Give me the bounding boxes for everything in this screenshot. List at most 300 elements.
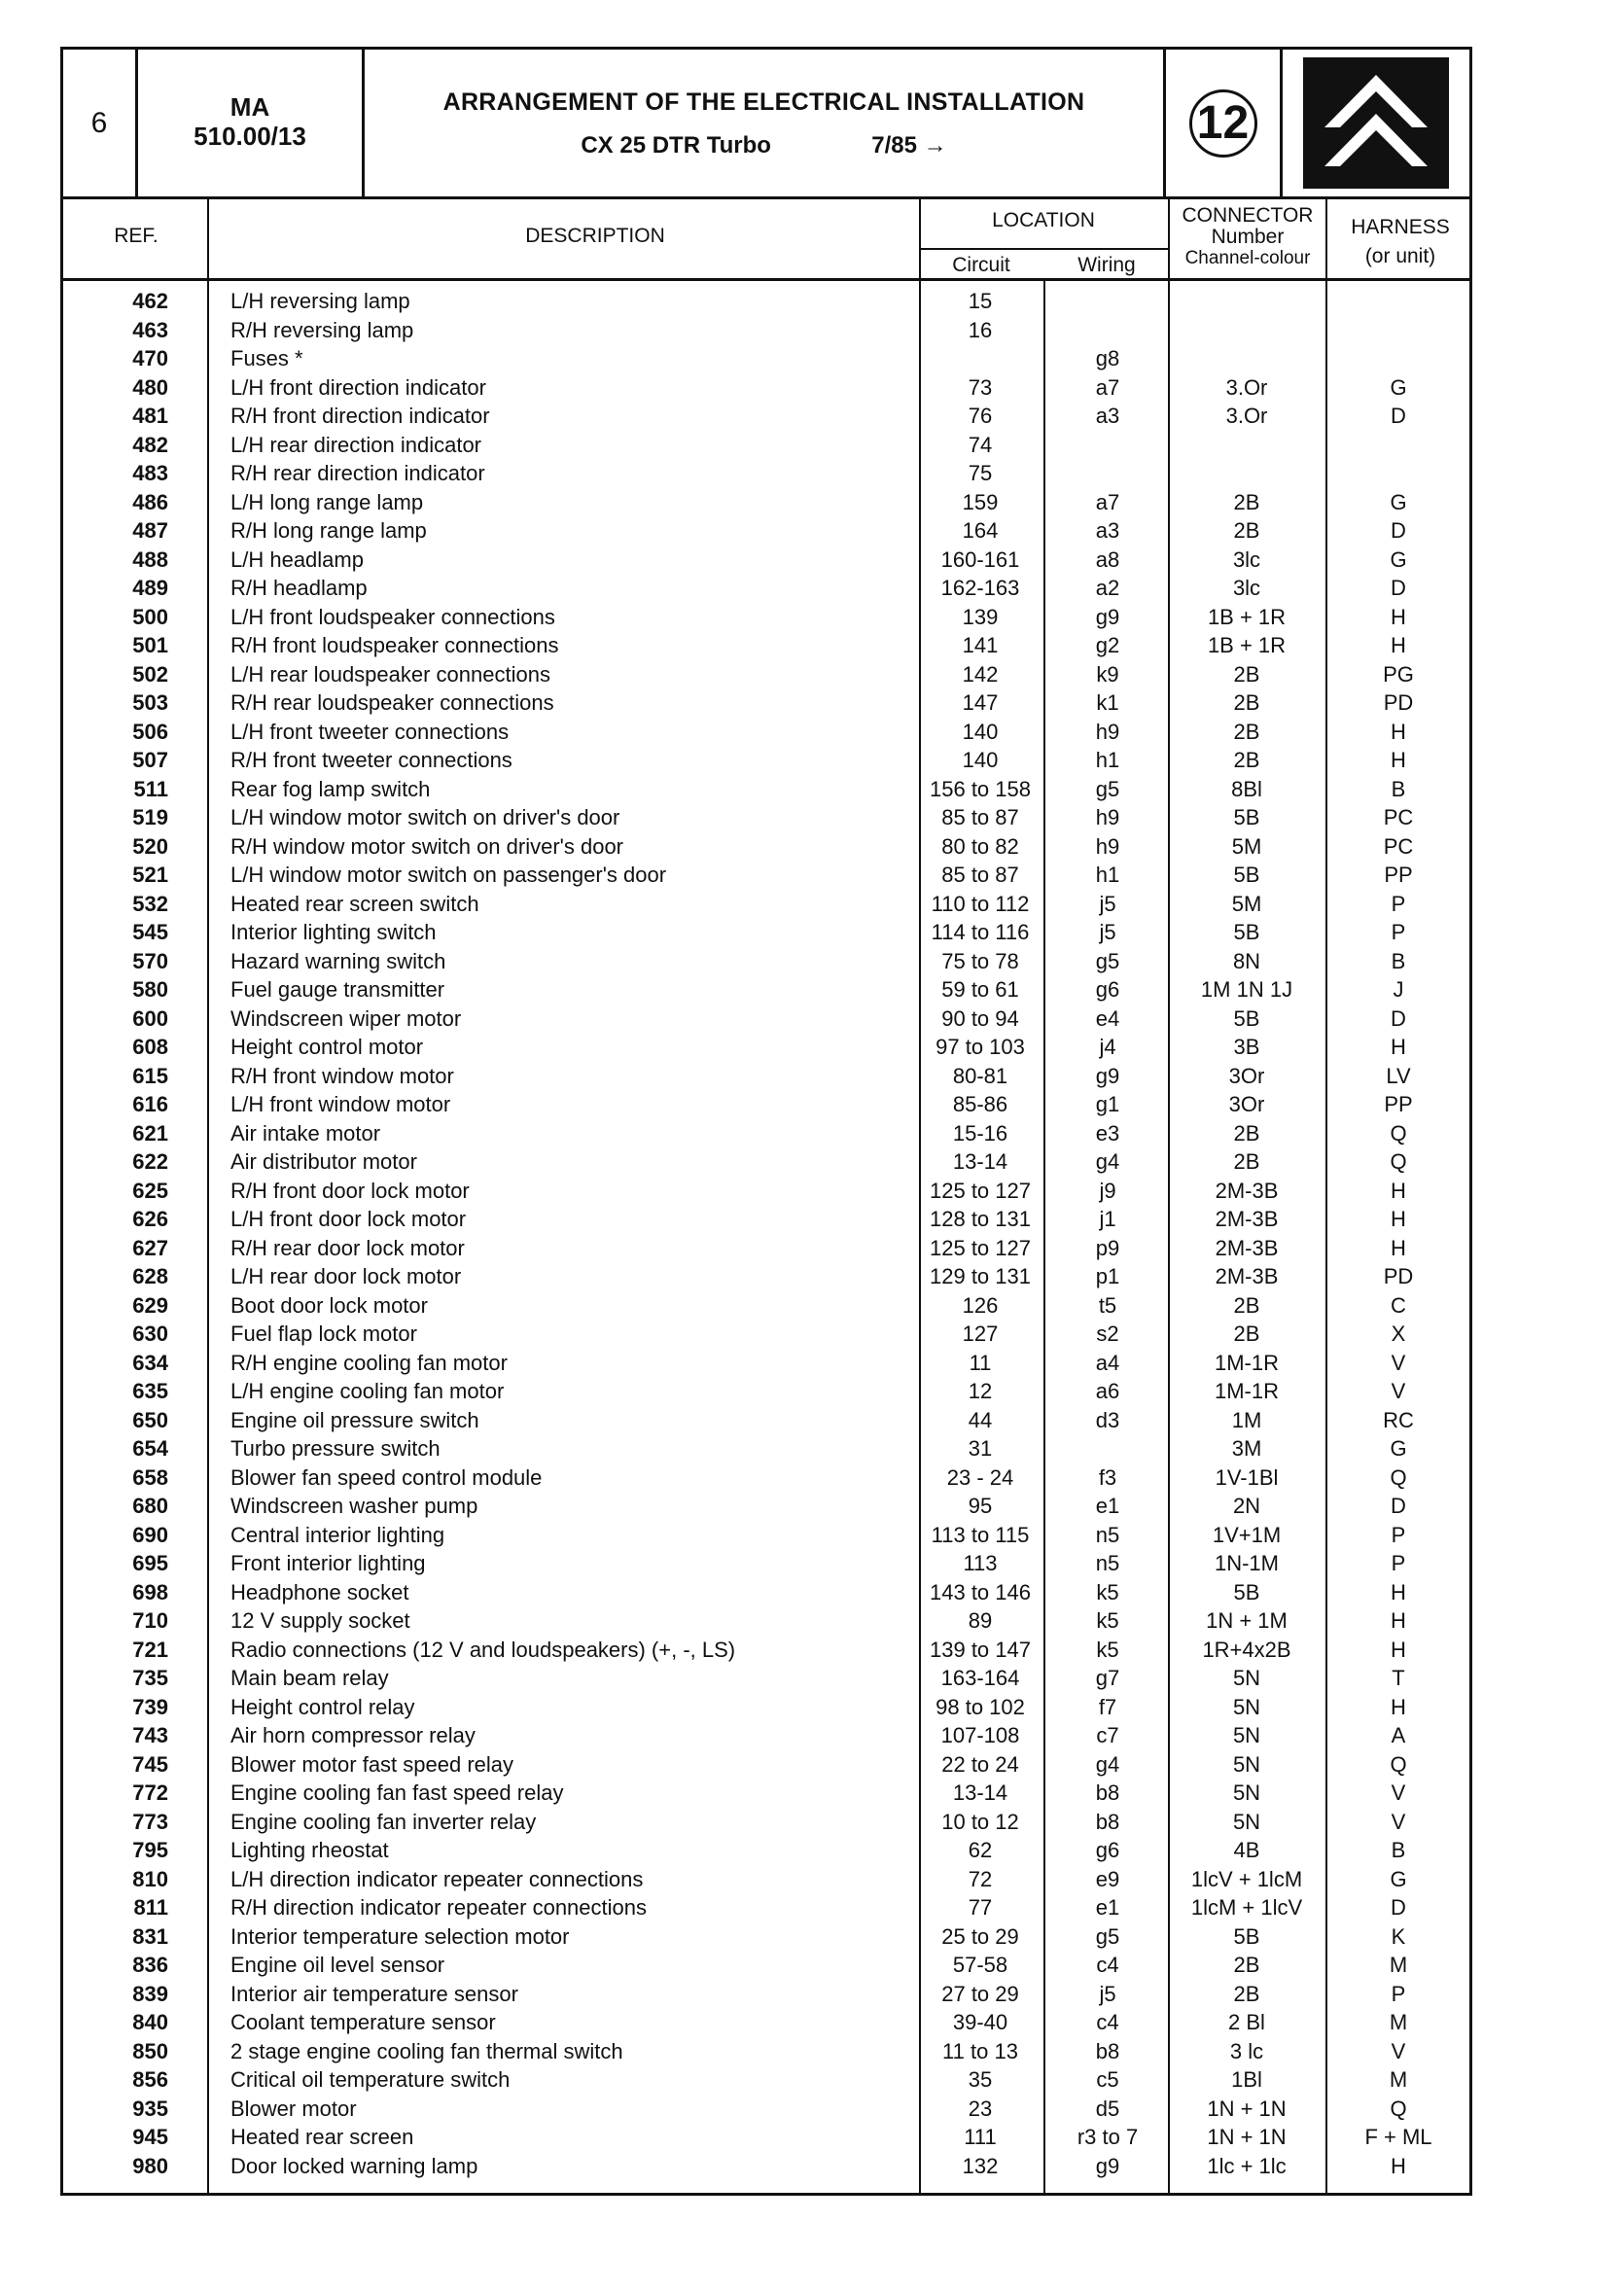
ref-cell: 481: [132, 404, 168, 428]
connector-cell: 1B + 1R: [1207, 633, 1287, 657]
connector-cell: 5N: [1232, 1723, 1261, 1747]
wiring-cell: a8: [1095, 546, 1120, 572]
ref-cell: 795: [132, 1838, 168, 1862]
connector-cell: 8Bl: [1231, 776, 1262, 801]
ref-cell: 480: [132, 374, 168, 400]
description-cell: Boot door lock motor: [230, 1292, 428, 1318]
wiring-cell: g4: [1095, 1149, 1120, 1174]
ref-cell: 488: [132, 546, 168, 572]
wiring-cell: j4: [1099, 1035, 1116, 1059]
harness-cell: P: [1391, 920, 1406, 944]
ref-cell: 773: [132, 1809, 168, 1834]
circuit-cell: 85 to 87: [941, 805, 1019, 829]
table-row: [63, 459, 1469, 488]
connector-cell: 5N: [1232, 1780, 1261, 1805]
ref-cell: 690: [132, 1522, 168, 1547]
ref-cell: 489: [132, 576, 168, 600]
description-cell: Engine cooling fan inverter relay: [230, 1809, 537, 1834]
circuit-cell: 139: [962, 604, 999, 629]
ref-cell: 635: [132, 1379, 168, 1403]
connector-cell: 2B: [1233, 1981, 1260, 2006]
wiring-cell: h9: [1095, 719, 1120, 744]
ref-cell: 608: [132, 1035, 168, 1059]
wiring-cell: s2: [1096, 1322, 1119, 1346]
harness-cell: P: [1391, 1551, 1406, 1575]
wiring-cell: j5: [1099, 920, 1116, 944]
connector-cell: 2B: [1233, 1149, 1260, 1174]
circuit-cell: 127: [962, 1322, 999, 1346]
table-row: [63, 1291, 1469, 1321]
circuit-cell: 156 to 158: [930, 776, 1031, 801]
description-cell: R/H headlamp: [230, 576, 368, 600]
wiring-cell: b8: [1095, 1780, 1120, 1805]
table-row: [63, 1750, 1469, 1780]
table-row: [63, 775, 1469, 804]
harness-cell: PD: [1383, 690, 1414, 715]
wiring-cell: b8: [1095, 1809, 1120, 1834]
section-badge: 12: [1189, 89, 1257, 158]
connector-cell: 2N: [1232, 1494, 1261, 1518]
circuit-cell: 132: [962, 2153, 999, 2178]
connector-cell: 1N + 1M: [1206, 1608, 1288, 1633]
description-cell: L/H direction indicator repeater connections: [230, 1866, 644, 1891]
table-row: [63, 516, 1469, 546]
citroen-chevron-logo-icon: [1303, 57, 1449, 189]
description-cell: R/H direction indicator repeater connections: [230, 1895, 648, 1920]
circuit-cell: 98 to 102: [936, 1694, 1025, 1719]
ref-cell: 811: [133, 1895, 168, 1920]
description-cell: Fuel flap lock motor: [230, 1322, 417, 1346]
ref-cell: 463: [132, 317, 168, 342]
harness-cell: D: [1391, 518, 1406, 543]
location-divider: [919, 248, 1168, 250]
connector-cell: 1lcM + 1lcV: [1190, 1895, 1303, 1920]
connector-cell: 2 Bl: [1228, 2010, 1265, 2034]
harness-cell: H: [1391, 633, 1406, 657]
connector-cell: 5N: [1232, 1751, 1261, 1777]
harness-cell: V: [1391, 1350, 1406, 1375]
table-row: [63, 1377, 1469, 1406]
wiring-cell: c5: [1096, 2067, 1119, 2092]
table-row: [63, 603, 1469, 632]
connector-cell: 2B: [1233, 690, 1260, 715]
harness-cell: F + ML: [1364, 2125, 1432, 2149]
table-row: [63, 1636, 1469, 1665]
connector-cell: 1N + 1N: [1207, 2096, 1287, 2121]
harness-cell: M: [1389, 1953, 1408, 1977]
logo-cell: [1283, 50, 1469, 196]
circuit-cell: 44: [968, 1407, 993, 1432]
description-cell: R/H front door lock motor: [230, 1178, 470, 1203]
ref-cell: 482: [132, 432, 168, 457]
connector-cell: 1M 1N 1J: [1200, 977, 1293, 1002]
table-row: [63, 1521, 1469, 1550]
harness-cell: M: [1389, 2067, 1408, 2092]
table-row: [63, 1808, 1469, 1837]
description-cell: L/H rear loudspeaker connections: [230, 661, 550, 687]
ref-cell: 980: [132, 2153, 168, 2178]
harness-cell: A: [1391, 1723, 1406, 1747]
description-cell: R/H front window motor: [230, 1063, 454, 1088]
description-cell: Fuel gauge transmitter: [230, 977, 445, 1002]
harness-cell: H: [1391, 1235, 1406, 1260]
harness-cell: H: [1391, 1694, 1406, 1719]
circuit-cell: 23: [968, 2096, 993, 2121]
ref-cell: 621: [132, 1120, 168, 1146]
connector-cell: 3M: [1231, 1436, 1262, 1461]
harness-cell: PC: [1383, 805, 1414, 829]
ref-cell: 503: [132, 690, 168, 715]
ref-cell: 935: [132, 2096, 168, 2121]
table-row: [63, 1062, 1469, 1091]
harness-cell: P: [1391, 1522, 1406, 1547]
harness-cell: G: [1390, 1436, 1407, 1461]
harness-cell: H: [1391, 1178, 1406, 1203]
description-cell: Heated rear screen switch: [230, 891, 479, 916]
description-cell: R/H rear loudspeaker connections: [230, 690, 554, 715]
harness-cell: P: [1391, 891, 1406, 916]
table-row: [63, 1033, 1469, 1062]
table-row: [63, 1578, 1469, 1607]
circuit-cell: 163-164: [940, 1666, 1020, 1690]
harness-cell: LV: [1386, 1063, 1411, 1088]
harness-cell: V: [1391, 1379, 1406, 1403]
connector-cell: 5B: [1233, 1005, 1260, 1031]
connector-cell: 1V-1Bl: [1215, 1464, 1279, 1490]
circuit-cell: 75: [968, 461, 993, 485]
circuit-cell: 141: [962, 633, 999, 657]
wiring-cell: g6: [1095, 977, 1120, 1002]
description-cell: R/H front direction indicator: [230, 404, 490, 428]
wiring-cell: c4: [1096, 2010, 1119, 2034]
circuit-cell: 16: [968, 317, 993, 342]
harness-cell: D: [1391, 576, 1406, 600]
description-cell: Height control relay: [230, 1694, 415, 1719]
connector-cell: 5B: [1233, 1923, 1260, 1949]
circuit-cell: 80 to 82: [941, 833, 1019, 859]
col-harness: [1327, 213, 1473, 271]
wiring-cell: j1: [1099, 1207, 1116, 1231]
description-cell: Fuses *: [230, 346, 303, 370]
document-header: [63, 50, 1469, 199]
wiring-cell: a7: [1095, 374, 1120, 400]
harness-cell: H: [1391, 1207, 1406, 1231]
table-row: [63, 832, 1469, 862]
connector-cell: 5M: [1231, 891, 1262, 916]
ref-cell: 486: [132, 489, 168, 514]
description-cell: Air horn compressor relay: [230, 1723, 476, 1747]
connector-cell: 3Or: [1228, 1063, 1265, 1088]
harness-cell: V: [1391, 2038, 1406, 2063]
col-connector-l2: Number: [1211, 226, 1285, 248]
harness-cell: K: [1391, 1923, 1406, 1949]
wiring-cell: h1: [1095, 748, 1120, 772]
description-cell: L/H reversing lamp: [230, 289, 410, 313]
table-row: [63, 1005, 1469, 1034]
harness-cell: H: [1391, 2153, 1406, 2178]
circuit-cell: 11: [969, 1350, 992, 1375]
connector-cell: 2B: [1233, 518, 1260, 543]
connector-cell: 5N: [1232, 1809, 1261, 1834]
wiring-cell: k1: [1096, 690, 1119, 715]
harness-cell: RC: [1383, 1407, 1414, 1432]
table-row: [63, 975, 1469, 1005]
table-row: [63, 1693, 1469, 1722]
column-headers: [63, 199, 1469, 281]
description-cell: Hazard warning switch: [230, 948, 446, 973]
circuit-cell: 95: [968, 1494, 993, 1518]
wiring-cell: p9: [1095, 1235, 1120, 1260]
page-number: 6: [63, 50, 138, 196]
wiring-cell: g4: [1095, 1751, 1120, 1777]
table-row: [63, 1234, 1469, 1263]
connector-cell: 4B: [1233, 1838, 1260, 1862]
wiring-cell: f3: [1098, 1464, 1117, 1490]
description-cell: L/H front window motor: [230, 1092, 451, 1116]
circuit-cell: 80-81: [952, 1063, 1008, 1088]
col-ref: REF.: [114, 225, 159, 247]
wiring-cell: j5: [1099, 1981, 1116, 2006]
ref-cell: 487: [132, 518, 168, 543]
description-cell: Engine oil pressure switch: [230, 1407, 479, 1432]
ref-cell: 710: [132, 1608, 168, 1633]
ref-cell: 836: [132, 1953, 168, 1977]
description-cell: Engine oil level sensor: [230, 1953, 445, 1977]
section-badge-cell: [1166, 50, 1283, 196]
wiring-cell: b8: [1095, 2038, 1120, 2063]
wiring-cell: g8: [1095, 346, 1120, 370]
harness-cell: H: [1391, 1637, 1406, 1662]
description-cell: R/H reversing lamp: [230, 317, 414, 342]
ref-cell: 600: [132, 1005, 168, 1031]
ref-cell: 622: [132, 1149, 168, 1174]
description-cell: Coolant temperature sensor: [230, 2010, 496, 2034]
table-row: [63, 890, 1469, 919]
wiring-cell: k5: [1096, 1579, 1119, 1604]
wiring-cell: j9: [1099, 1178, 1116, 1203]
wiring-cell: g2: [1095, 633, 1120, 657]
col-wiring: Wiring: [1077, 254, 1136, 276]
col-connector-l1: CONNECTOR: [1182, 204, 1314, 227]
harness-cell: D: [1391, 1494, 1406, 1518]
description-cell: Windscreen washer pump: [230, 1494, 478, 1518]
table-row: [63, 1147, 1469, 1177]
connector-cell: 1B + 1R: [1207, 604, 1287, 629]
connector-cell: 5B: [1233, 1579, 1260, 1604]
harness-cell: B: [1391, 1838, 1406, 1862]
circuit-cell: 76: [968, 404, 993, 428]
ref-cell: 840: [132, 2010, 168, 2034]
table-row: [63, 718, 1469, 747]
wiring-cell: k9: [1096, 661, 1119, 687]
harness-cell: H: [1391, 748, 1406, 772]
connector-cell: 2M-3B: [1215, 1264, 1279, 1288]
connector-cell: 5N: [1232, 1666, 1261, 1690]
connector-cell: 2B: [1233, 1120, 1260, 1146]
circuit-cell: 143 to 146: [930, 1579, 1031, 1604]
ref-cell: 532: [132, 891, 168, 916]
description-cell: Air intake motor: [230, 1120, 381, 1146]
circuit-cell: 13-14: [952, 1780, 1008, 1805]
ref-cell: 839: [132, 1981, 168, 2006]
table-row: [63, 861, 1469, 890]
ref-cell: 519: [132, 805, 168, 829]
col-harness-l2: (or unit): [1364, 245, 1436, 267]
circuit-cell: 85 to 87: [941, 863, 1019, 887]
description-cell: Central interior lighting: [230, 1522, 445, 1547]
ref-cell: 462: [132, 289, 168, 313]
ref-cell: 629: [132, 1292, 168, 1318]
harness-cell: PC: [1383, 833, 1414, 859]
ref-cell: 739: [132, 1694, 168, 1719]
wiring-cell: h1: [1095, 863, 1120, 887]
ref-cell: 658: [132, 1464, 168, 1490]
harness-cell: G: [1390, 546, 1407, 572]
ref-cell: 502: [132, 661, 168, 687]
circuit-cell: 129 to 131: [930, 1264, 1031, 1288]
connector-cell: 1M-1R: [1214, 1350, 1279, 1375]
circuit-cell: 164: [962, 518, 999, 543]
table-row: [63, 431, 1469, 460]
wiring-cell: g1: [1095, 1092, 1120, 1116]
table-row: [63, 287, 1469, 316]
circuit-cell: 35: [968, 2067, 993, 2092]
page-title: ARRANGEMENT OF THE ELECTRICAL INSTALLATION: [442, 88, 1085, 116]
description-cell: Engine cooling fan fast speed relay: [230, 1780, 564, 1805]
connector-cell: 3 lc: [1229, 2038, 1264, 2063]
circuit-cell: 125 to 127: [930, 1235, 1031, 1260]
circuit-cell: 59 to 61: [941, 977, 1019, 1002]
connector-cell: 2B: [1233, 719, 1260, 744]
circuit-cell: 160-161: [940, 546, 1020, 572]
connector-cell: 3lc: [1232, 576, 1261, 600]
description-cell: L/H rear direction indicator: [230, 432, 482, 457]
table-row: [63, 660, 1469, 689]
harness-cell: D: [1391, 404, 1406, 428]
ref-cell: 735: [132, 1666, 168, 1690]
connector-cell: 1N + 1N: [1207, 2125, 1287, 2149]
table-row: [63, 1951, 1469, 1980]
table-row: [63, 1320, 1469, 1349]
circuit-cell: 113: [963, 1551, 998, 1575]
harness-cell: G: [1390, 374, 1407, 400]
circuit-cell: 72: [968, 1866, 993, 1891]
circuit-cell: 97 to 103: [936, 1035, 1025, 1059]
circuit-cell: 62: [968, 1838, 993, 1862]
harness-cell: PG: [1383, 661, 1414, 687]
wiring-cell: j5: [1099, 891, 1116, 916]
ref-cell: 850: [132, 2038, 168, 2063]
wiring-cell: a6: [1095, 1379, 1120, 1403]
connector-cell: 3.Or: [1225, 374, 1268, 400]
description-cell: R/H window motor switch on driver's door: [230, 833, 624, 859]
harness-cell: PD: [1383, 1264, 1414, 1288]
circuit-cell: 73: [968, 374, 993, 400]
circuit-cell: 113 to 115: [931, 1522, 1030, 1547]
table-row: [63, 2095, 1469, 2124]
circuit-cell: 25 to 29: [941, 1923, 1019, 1949]
connector-cell: 1N-1M: [1214, 1551, 1279, 1575]
circuit-cell: 31: [968, 1436, 993, 1461]
wiring-cell: e4: [1095, 1005, 1120, 1031]
wiring-cell: c4: [1096, 1953, 1119, 1977]
connector-cell: 5B: [1233, 920, 1260, 944]
wiring-cell: g9: [1095, 2153, 1120, 2178]
connector-cell: 1M-1R: [1214, 1379, 1279, 1403]
ref-cell: 698: [132, 1579, 168, 1604]
connector-cell: 2B: [1233, 1953, 1260, 1977]
ref-cell: 521: [132, 863, 168, 887]
connector-cell: 2B: [1233, 1292, 1260, 1318]
table-row: [63, 1606, 1469, 1636]
ref-cell: 580: [132, 977, 168, 1002]
table-row: [63, 1836, 1469, 1865]
harness-cell: M: [1389, 2010, 1408, 2034]
wiring-cell: n5: [1095, 1522, 1120, 1547]
table-row: [63, 488, 1469, 517]
table-row: [63, 1205, 1469, 1234]
harness-cell: H: [1391, 604, 1406, 629]
wiring-cell: f7: [1098, 1694, 1117, 1719]
description-cell: R/H front tweeter connections: [230, 748, 512, 772]
table-row: [63, 631, 1469, 660]
wiring-cell: e1: [1095, 1494, 1120, 1518]
harness-cell: J: [1393, 977, 1404, 1002]
wiring-cell: a4: [1095, 1350, 1120, 1375]
harness-cell: B: [1391, 776, 1406, 801]
table-row: [63, 2152, 1469, 2181]
wiring-cell: n5: [1095, 1551, 1120, 1575]
wiring-cell: h9: [1095, 833, 1120, 859]
wiring-cell: k5: [1096, 1637, 1119, 1662]
ref-cell: 483: [132, 461, 168, 485]
table-row: [63, 1549, 1469, 1578]
model-line: [365, 132, 1163, 159]
ref-cell: 831: [132, 1923, 168, 1949]
ref-cell: 743: [132, 1723, 168, 1747]
circuit-cell: 85-86: [952, 1092, 1008, 1116]
table-row: [63, 1865, 1469, 1894]
table-row: [63, 373, 1469, 403]
circuit-cell: 77: [968, 1895, 993, 1920]
harness-cell: H: [1391, 719, 1406, 744]
table-row: [63, 402, 1469, 431]
harness-cell: X: [1391, 1322, 1406, 1346]
ref-cell: 695: [132, 1551, 168, 1575]
harness-cell: Q: [1390, 2096, 1407, 2121]
table-row: [63, 546, 1469, 575]
table-row: [63, 1177, 1469, 1206]
description-cell: R/H rear direction indicator: [230, 461, 485, 485]
col-location: LOCATION: [992, 209, 1095, 231]
description-cell: L/H headlamp: [230, 546, 364, 572]
ref-cell: 856: [132, 2067, 168, 2092]
circuit-cell: 111: [964, 2125, 997, 2149]
description-cell: R/H rear door lock motor: [230, 1235, 465, 1260]
circuit-cell: 39-40: [952, 2010, 1008, 2034]
description-cell: L/H front tweeter connections: [230, 719, 510, 744]
ref-cell: 520: [132, 833, 168, 859]
ref-cell: 500: [132, 604, 168, 629]
ref-cell: 634: [132, 1350, 168, 1375]
description-cell: R/H engine cooling fan motor: [230, 1350, 508, 1375]
wiring-cell: d5: [1095, 2096, 1120, 2121]
table-row: [63, 746, 1469, 775]
description-cell: L/H front direction indicator: [230, 374, 486, 400]
table-row: [63, 918, 1469, 947]
wiring-cell: g9: [1095, 604, 1120, 629]
table-row: [63, 1779, 1469, 1808]
